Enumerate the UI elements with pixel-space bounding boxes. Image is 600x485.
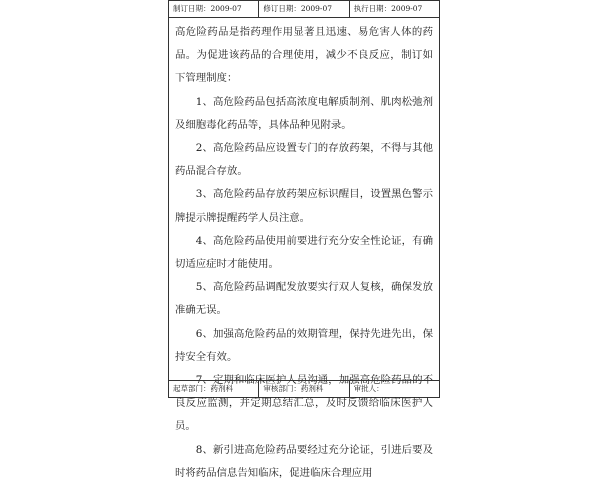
revised-date: 修订日期：2009-07 (259, 1, 349, 17)
intro-paragraph: 高危险药品是指药理作用显著且迅速、易危害人体的药品。为促进该药品的合理使用，减少不良反应，制订如下管理制度： (175, 26, 433, 85)
approver: 审批人： (353, 384, 384, 393)
policy-item-1: 1、高危险药品包括高浓度电解质制剂、肌肉松弛剂及细胞毒化药品等，具体品种见附录。 (175, 95, 433, 131)
policy-document (168, 0, 440, 479)
policy-item-8: 8、新引进高危险药品要经过充分论证，引进后要及时将药品信息告知临床，促进临床合理应用 (175, 443, 433, 479)
exec-date: 执行日期：2009-07 (353, 4, 423, 13)
drafting-dept: 起草部门：药剂科 (169, 381, 259, 397)
reviewing-dept: 审核部门：药剂科 (259, 381, 349, 397)
policy-item-7: 7、定期和临床医护人员沟通，加强高危险药品的不良反应监测，并定期总结汇总，及时反馈给临床医护人员。 (175, 374, 433, 433)
policy-item-5: 5、高危险药品调配发放要实行双人复核，确保发放准确无误。 (175, 281, 433, 317)
date-header-row (169, 1, 439, 18)
approval-footer-row (169, 380, 439, 397)
policy-item-6: 6、加强高危险药品的效期管理，保持先进先出，保持安全有效。 (175, 327, 433, 363)
policy-item-3: 3、高危险药品存放药架应标识醒目，设置黑色警示牌提示牌提醒药学人员注意。 (175, 188, 433, 224)
policy-item-2: 2、高危险药品应设置专门的存放药架，不得与其他药品混合存放。 (175, 142, 433, 178)
policy-item-4: 4、高危险药品使用前要进行充分安全性论证，有确切适应症时才能使用。 (175, 234, 433, 271)
made-date: 制订日期：2009-07 (169, 1, 259, 17)
